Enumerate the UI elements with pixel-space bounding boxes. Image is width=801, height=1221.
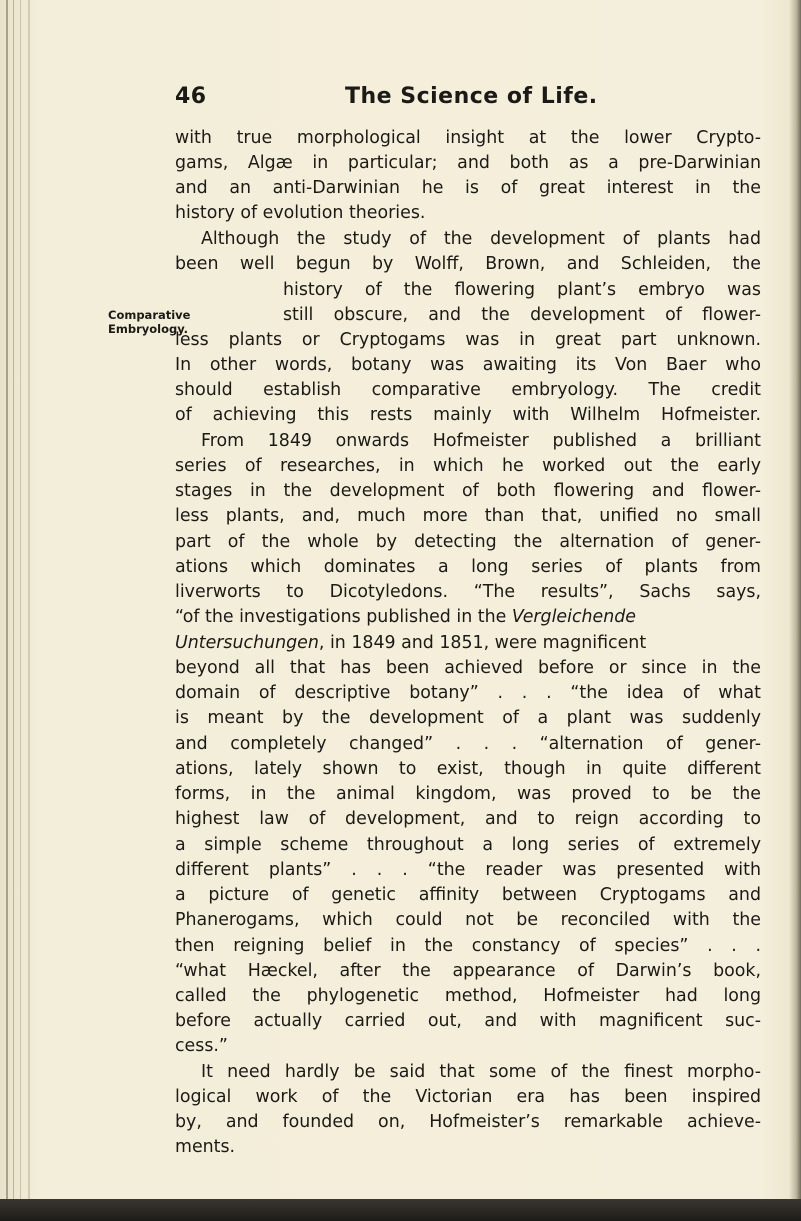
- side-note-line-1: Comparative: [108, 308, 191, 322]
- text-line: domain of descriptive botany” . . . “the idea of what: [175, 683, 761, 703]
- text-line: gams, Algæ in particular; and both as a pre-Darwinian: [175, 153, 761, 173]
- text-line: a simple scheme throughout a long series of extremely: [175, 835, 761, 855]
- page-bottom-edge: [0, 1199, 801, 1221]
- running-head: The Science of Life.: [345, 84, 598, 109]
- text-line: In other words, botany was awaiting its Von Baer who: [175, 355, 761, 375]
- text-line: cess.”: [175, 1036, 228, 1056]
- italic-title: Untersuchungen: [175, 633, 319, 653]
- binding-line: [6, 0, 8, 1200]
- text-line: forms, in the animal kingdom, was proved to be the: [175, 784, 761, 804]
- binding-line: [13, 0, 14, 1200]
- text-fragment: “of the investigations published in the: [175, 607, 512, 627]
- text-line: been well begun by Wolff, Brown, and Schleiden, the: [175, 254, 761, 274]
- text-line: It need hardly be said that some of the finest morpho-: [201, 1062, 761, 1082]
- text-line: ations, lately shown to exist, though in quite different: [175, 759, 761, 779]
- text-line: different plants” . . . “the reader was presented with: [175, 860, 761, 880]
- page-edge-shadow: [789, 0, 801, 1200]
- binding-line: [28, 0, 30, 1200]
- text-line: “what Hæckel, after the appearance of Darwin’s book,: [175, 961, 761, 981]
- text-line: less plants, and, much more than that, unified no small: [175, 506, 761, 526]
- text-line: part of the whole by detecting the alternation of gener-: [175, 532, 761, 552]
- binding-line: [20, 0, 21, 1200]
- text-line: before actually carried out, and with magnificent suc-: [175, 1011, 761, 1031]
- text-line: less plants or Cryptogams was in great part unknown.: [175, 330, 761, 350]
- text-line: ations which dominates a long series of plants from: [175, 557, 761, 577]
- text-line: history of evolution theories.: [175, 203, 426, 223]
- text-line: with true morphological insight at the lower Crypto-: [175, 128, 761, 148]
- side-note-line-2: Embryology.: [108, 322, 189, 336]
- text-line: beyond all that has been achieved before or since in the: [175, 658, 761, 678]
- text-line: liverworts to Dicotyledons. “The results”, Sachs says,: [175, 582, 761, 602]
- text-line: Although the study of the development of plants had: [201, 229, 761, 249]
- italic-title: Vergleichende: [511, 607, 636, 627]
- text-line: of achieving this rests mainly with Wilhelm Hofmeister.: [175, 405, 761, 425]
- text-line: then reigning belief in the constancy of species” . . .: [175, 936, 761, 956]
- text-line: [175, 605, 761, 630]
- text-line: is meant by the development of a plant was suddenly: [175, 708, 761, 728]
- text-line: history of the flowering plant’s embryo was: [283, 280, 761, 300]
- text-line: ments.: [175, 1137, 236, 1157]
- text-line: and completely changed” . . . “alternation of gener-: [175, 734, 761, 754]
- text-line: still obscure, and the development of flower-: [283, 305, 761, 325]
- text-line: a picture of genetic affinity between Cryptogams and: [175, 885, 761, 905]
- text-line: by, and founded on, Hofmeister’s remarkable achieve-: [175, 1112, 761, 1132]
- text-line: logical work of the Victorian era has been inspired: [175, 1087, 761, 1107]
- text-line: Phanerogams, which could not be reconciled with the: [175, 910, 761, 930]
- text-line: should establish comparative embryology. The credit: [175, 380, 761, 400]
- text-line: [175, 631, 761, 656]
- text-line: and an anti-Darwinian he is of great interest in the: [175, 178, 761, 198]
- page-header: [175, 84, 775, 114]
- text-line: stages in the development of both flowering and flower-: [175, 481, 761, 501]
- text-line: series of researches, in which he worked out the early: [175, 456, 761, 476]
- page-number: 46: [175, 84, 207, 109]
- text-line: highest law of development, and to reign according to: [175, 809, 761, 829]
- text-line: From 1849 onwards Hofmeister published a brilliant: [201, 431, 761, 451]
- text-line: called the phylogenetic method, Hofmeister had long: [175, 986, 761, 1006]
- text-fragment: , in 1849 and 1851, were magnificent: [318, 633, 647, 653]
